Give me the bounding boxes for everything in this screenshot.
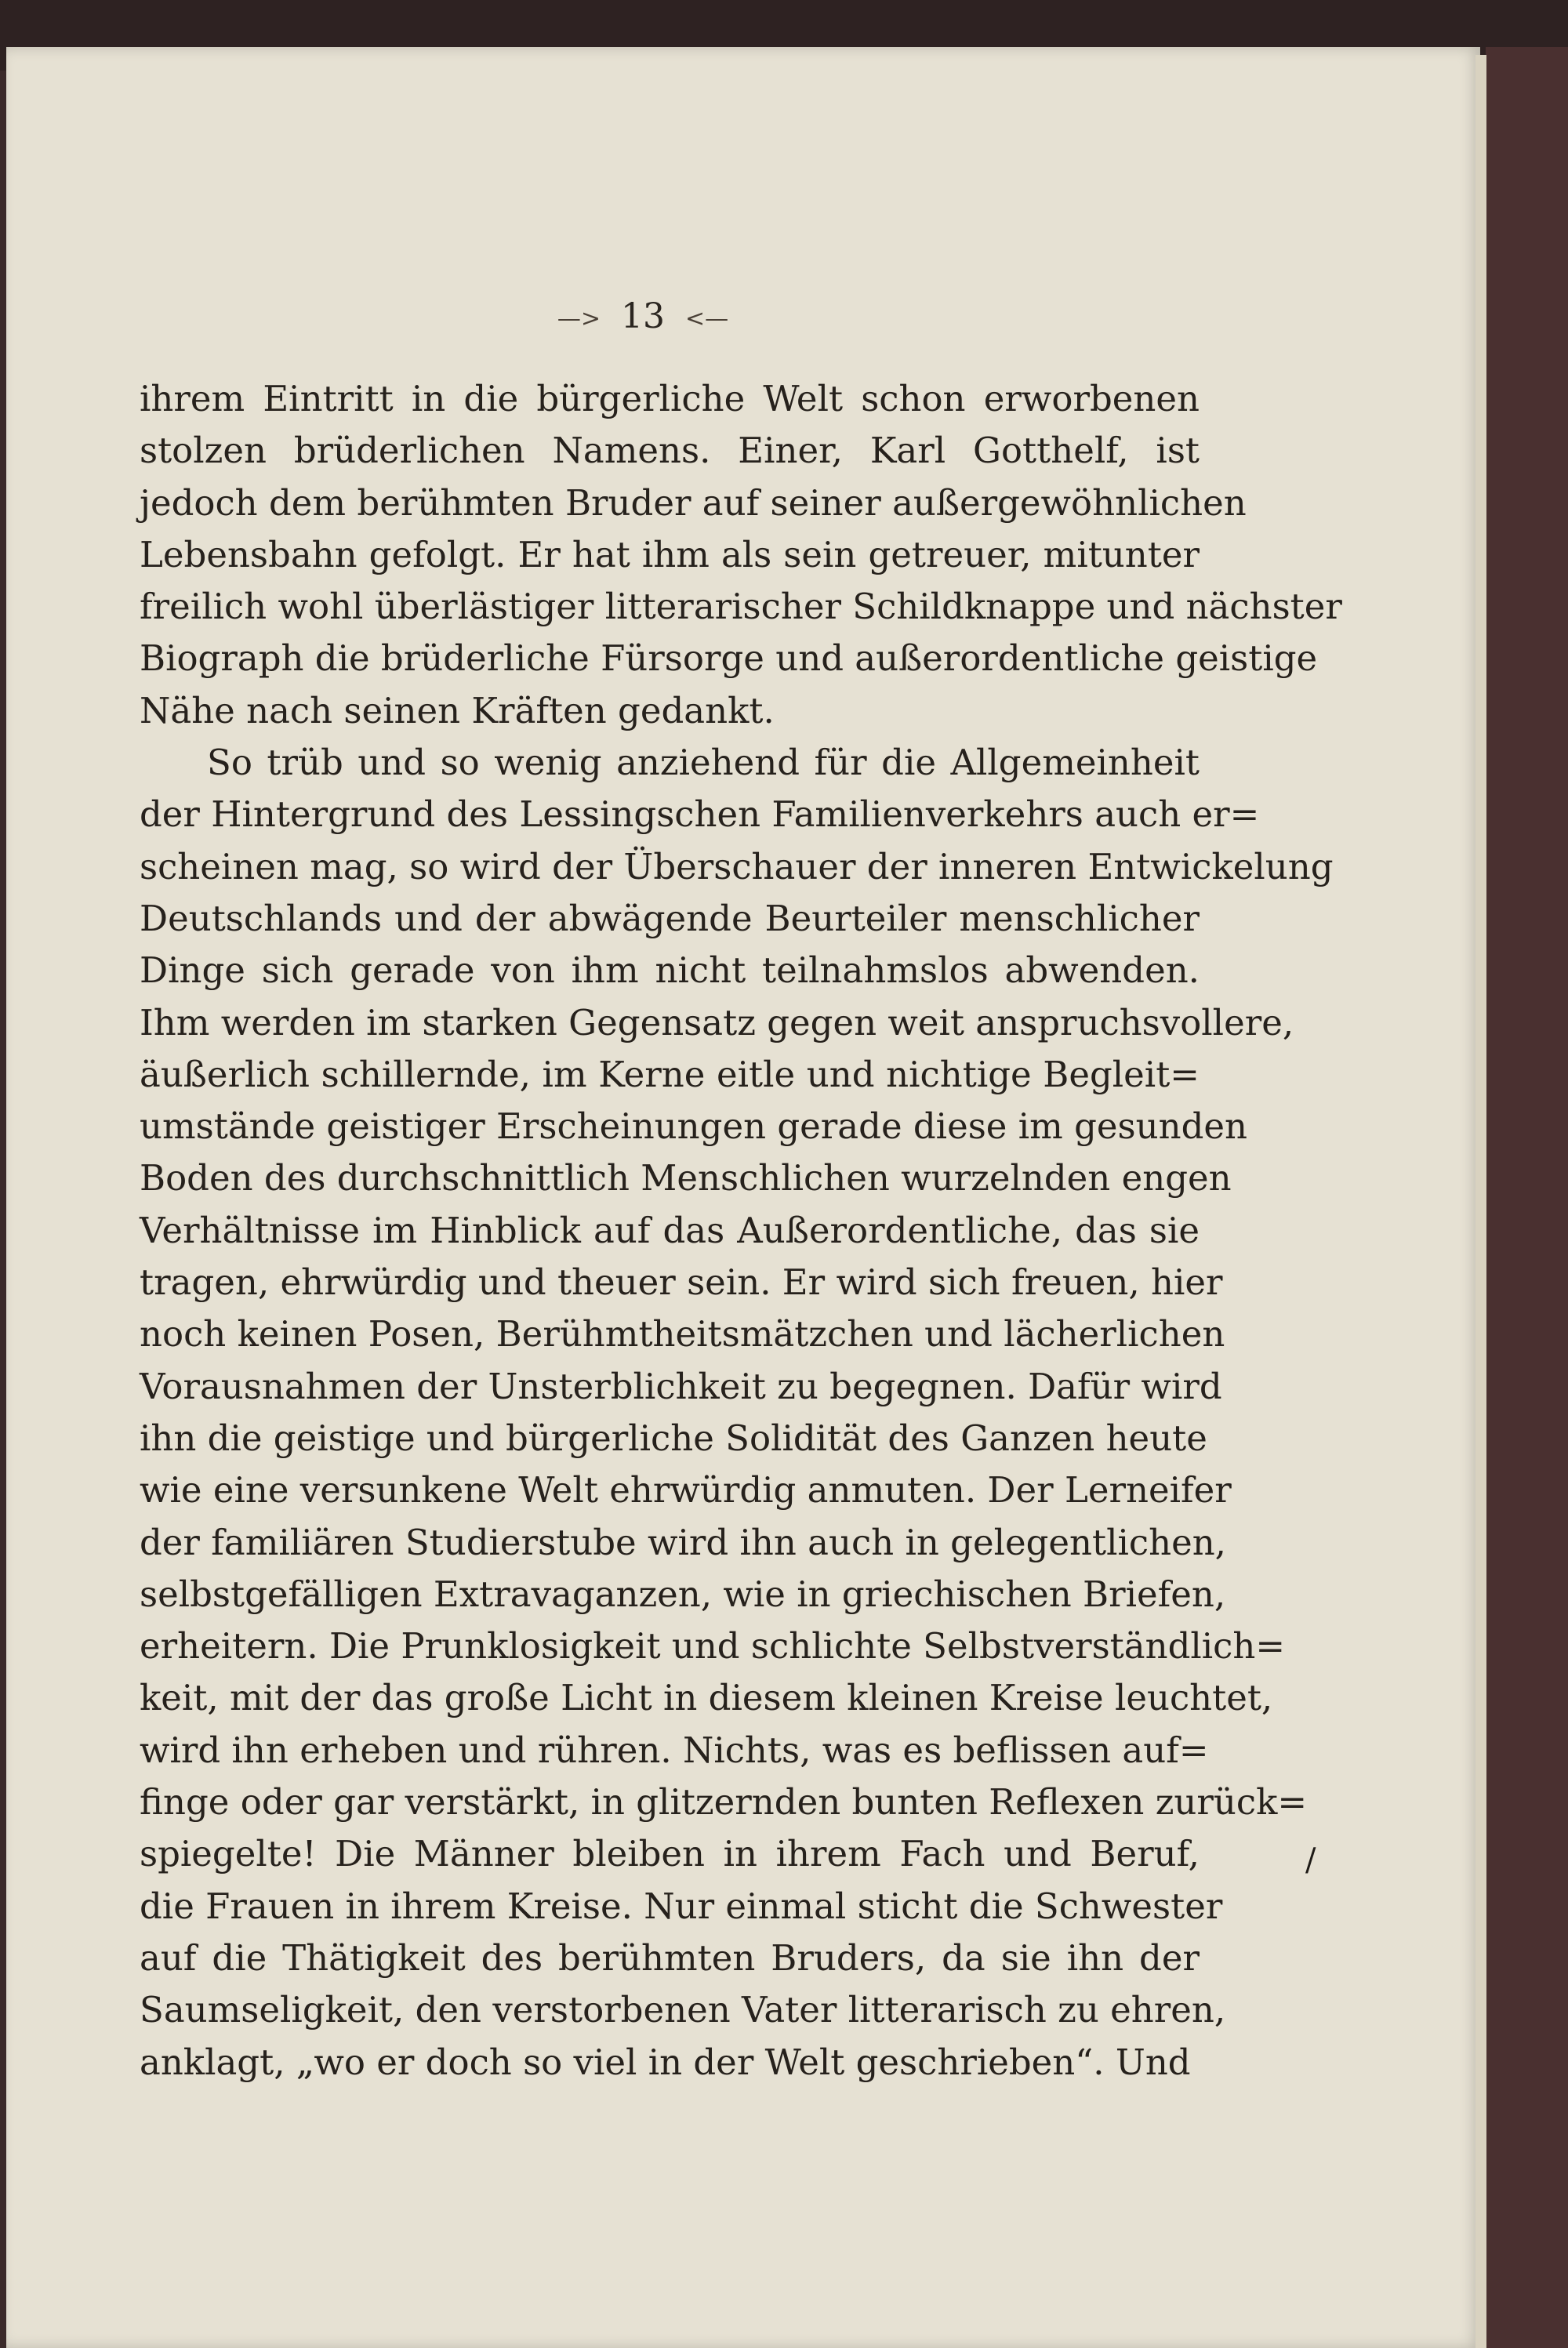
text-line: anklagt, „wo er doch so viel in der Welt geschrieben“. Und <box>140 2041 1191 2083</box>
text-line: keit, mit der das große Licht in diesem kleinen Kreise leuchtet, <box>140 1677 1273 1719</box>
text-line: auf die Thätigkeit des berühmten Bruders, da sie ihn der <box>140 1936 1200 1979</box>
text-line: So trüb und so wenig anziehend für die Allgemeinheit <box>207 742 1200 784</box>
text-line: Saumseligkeit, den verstorbenen Vater litterarisch zu ehren, <box>140 1989 1226 2031</box>
text-line: spiegelte! Die Männer bleiben in ihrem Fach und Beruf, <box>140 1833 1200 1875</box>
text-line: der Hintergrund des Lessingschen Familienverkehrs auch er= <box>140 793 1260 836</box>
text-line: finge oder gar verstärkt, in glitzernden bunten Reflexen zurück= <box>140 1781 1308 1824</box>
text-line: ihn die geistige und bürgerliche Solidität des Ganzen heute <box>140 1417 1207 1459</box>
text-line: äußerlich schillernde, im Kerne eitle und nichtige Begleit= <box>140 1053 1200 1095</box>
text-line: Nähe nach seinen Kräften gedankt. <box>140 689 775 731</box>
text-line: erheitern. Die Prunklosigkeit und schlichte Selbstverständlich= <box>140 1625 1286 1668</box>
text-line: tragen, ehrwürdig und theuer sein. Er wird sich freuen, hier <box>140 1261 1223 1304</box>
text-line: wird ihn erheben und rühren. Nichts, was es beflissen auf= <box>140 1729 1209 1771</box>
text-line: umstände geistiger Erscheinungen gerade diese im gesunden <box>140 1105 1248 1148</box>
text-line: der familiären Studierstube wird ihn auch in gelegentlichen, <box>140 1521 1226 1563</box>
text-line: jedoch dem berühmten Bruder auf seiner außergewöhnlichen <box>140 481 1247 524</box>
text-line: wie eine versunkene Welt ehrwürdig anmuten. Der Lerneifer <box>140 1469 1232 1512</box>
text-line: ihrem Eintritt in die bürgerliche Welt schon erworbenen <box>140 378 1200 419</box>
text-line: freilich wohl überlästiger litterarischer Schildknappe und nächster <box>140 586 1342 628</box>
text-line: Ihm werden im starken Gegensatz gegen weit anspruchsvollere, <box>140 1001 1294 1043</box>
text-line: noch keinen Posen, Berühmtheitsmätzchen und lächerlichen <box>140 1313 1225 1355</box>
body-text <box>140 373 1342 2089</box>
page-number: 13 <box>621 296 665 336</box>
book-cover-edge <box>1486 47 1568 2348</box>
page-edge <box>1475 55 1486 2348</box>
text-line: scheinen mag, so wird der Überschauer der inneren Entwickelung <box>140 845 1334 887</box>
text-line: Biograph die brüderliche Fürsorge und außerordentliche geistige <box>140 637 1318 680</box>
text-line: Verhältnisse im Hinblick auf das Außerordentliche, das sie <box>140 1209 1200 1251</box>
left-ornament-icon: —> <box>557 305 601 332</box>
text-line: Boden des durchschnittlich Menschlichen wurzelnden engen <box>140 1157 1232 1199</box>
margin-pencil-mark: / <box>1305 1842 1316 1878</box>
text-line: Deutschlands und der abwägende Beurteiler menschlicher <box>140 897 1200 939</box>
text-line: die Frauen in ihrem Kreise. Nur einmal sticht die Schwester <box>140 1885 1223 1927</box>
right-ornament-icon: <— <box>685 305 729 332</box>
text-line: stolzen brüderlichen Namens. Einer, Karl Gotthelf, ist <box>140 430 1200 472</box>
text-line: Lebensbahn gefolgt. Er hat ihm als sein getreuer, mitunter <box>140 533 1200 575</box>
text-line: Dinge sich gerade von ihm nicht teilnahmslos abwenden. <box>140 949 1200 992</box>
page-header <box>0 296 1286 336</box>
text-line: selbstgefälligen Extravaganzen, wie in griechischen Briefen, <box>140 1573 1226 1615</box>
text-line: Vorausnahmen der Unsterblichkeit zu begegnen. Dafür wird <box>140 1365 1222 1407</box>
